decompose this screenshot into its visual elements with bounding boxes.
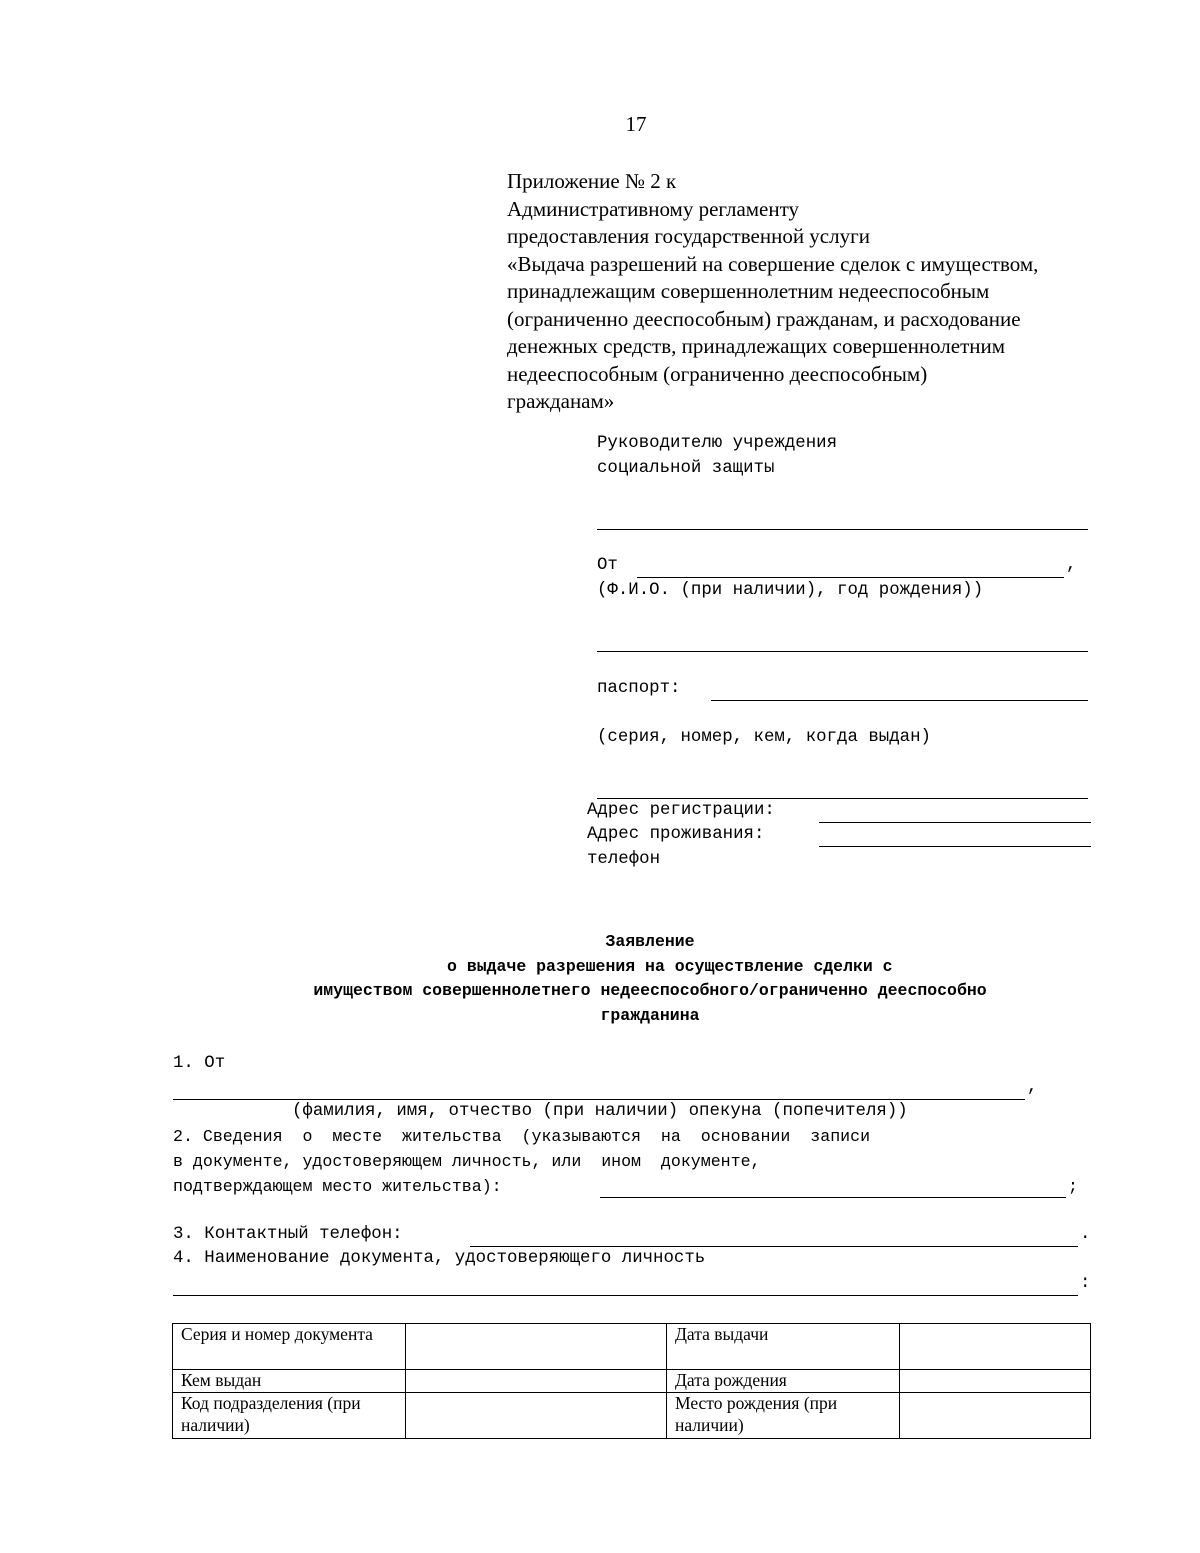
- appendix-line: принадлежащим совершеннолетним недееспособным: [507, 279, 990, 303]
- addressee-line-1: Руководителю учреждения: [597, 434, 838, 453]
- appendix-line: Административному регламенту: [507, 196, 800, 221]
- table-cell-value[interactable]: [406, 1370, 667, 1393]
- passport-hint: (серия, номер, кем, когда выдан): [597, 728, 931, 747]
- table-cell-label: Код подразделения (при наличии): [173, 1393, 406, 1439]
- appendix-line: «Выдача разрешений на совершение сделок с имуществом,: [507, 251, 1039, 276]
- item4-label: 4. Наименование документа, удостоверяющего личность: [173, 1249, 706, 1268]
- passport-field[interactable]: [711, 700, 1088, 701]
- appendix-line: гражданам»: [507, 389, 615, 413]
- table-cell-value[interactable]: [406, 1393, 667, 1439]
- table-row: [173, 1393, 1091, 1439]
- page-number: 17: [625, 112, 647, 136]
- table-row: [173, 1370, 1091, 1393]
- from-hint: (Ф.И.О. (при наличии), год рождения)): [597, 581, 984, 600]
- item1-field[interactable]: [173, 1099, 1025, 1100]
- document-table: [172, 1323, 1091, 1439]
- table-row: [173, 1324, 1091, 1370]
- item4-end: :: [1080, 1274, 1091, 1293]
- heading-line: о выдаче разрешения на осуществление сделки с: [407, 956, 893, 976]
- item2-line-3: подтверждающем место жительства):: [173, 1177, 502, 1196]
- appendix-header: [507, 168, 1038, 416]
- table-cell-value[interactable]: [900, 1370, 1091, 1393]
- item4-field[interactable]: [173, 1295, 1078, 1296]
- statement-heading: [150, 930, 1150, 1028]
- item3-field[interactable]: [470, 1246, 1078, 1247]
- table-cell-label: Место рождения (при наличии): [667, 1393, 900, 1439]
- table-cell-value[interactable]: [900, 1324, 1091, 1370]
- item1-comma: ,: [1027, 1078, 1038, 1097]
- item2-end: ;: [1068, 1177, 1078, 1196]
- addressee-name-field[interactable]: [597, 529, 1088, 530]
- live-address-label: Адрес проживания:: [587, 825, 765, 844]
- live-address-field[interactable]: [819, 846, 1091, 847]
- phone-label: телефон: [587, 850, 661, 869]
- heading-line: имуществом совершеннолетнего недееспособного/ограниченно дееспособно: [313, 981, 987, 1000]
- item1-label: 1. От: [173, 1054, 226, 1073]
- appendix-line: (ограниченно дееспособным) гражданам, и расходование: [507, 306, 1021, 331]
- table-cell-label: Дата рождения: [667, 1370, 900, 1393]
- table-cell-value[interactable]: [406, 1324, 667, 1370]
- from-field[interactable]: [637, 577, 1064, 578]
- table-cell-label: Дата выдачи: [667, 1324, 900, 1370]
- reg-address-label: Адрес регистрации:: [587, 801, 775, 820]
- from-comma: ,: [1066, 556, 1077, 575]
- item3-label: 3. Контактный телефон:: [173, 1225, 403, 1244]
- appendix-line: предоставления государственной услуги: [507, 224, 870, 248]
- item2-line-1: 2. Сведения о месте жительства (указываются на основании записи: [173, 1127, 871, 1146]
- item3-end: .: [1080, 1225, 1091, 1244]
- passport-extra-field[interactable]: [597, 798, 1088, 799]
- heading-line: гражданина: [600, 1005, 700, 1025]
- from-label: От: [597, 556, 618, 575]
- item2-line-2: в документе, удостоверяющем личность, или ином документе,: [173, 1152, 761, 1171]
- appendix-line: Приложение № 2 к: [507, 169, 677, 193]
- passport-label: паспорт:: [597, 679, 681, 698]
- addressee-line-2: социальной защиты: [597, 459, 775, 478]
- reg-address-field[interactable]: [819, 822, 1091, 823]
- appendix-line: недееспособным (ограниченно дееспособным): [507, 361, 928, 386]
- from-extra-field[interactable]: [597, 651, 1088, 652]
- item2-field[interactable]: [600, 1197, 1066, 1198]
- appendix-line: денежных средств, принадлежащих совершеннолетним: [507, 334, 1006, 358]
- table-cell-label: Серия и номер документа: [173, 1324, 406, 1370]
- table-cell-label: Кем выдан: [173, 1370, 406, 1393]
- heading-line: Заявление: [605, 932, 695, 951]
- table-cell-value[interactable]: [900, 1393, 1091, 1439]
- item1-hint: (фамилия, имя, отчество (при наличии) опекуна (попечителя)): [292, 1102, 908, 1121]
